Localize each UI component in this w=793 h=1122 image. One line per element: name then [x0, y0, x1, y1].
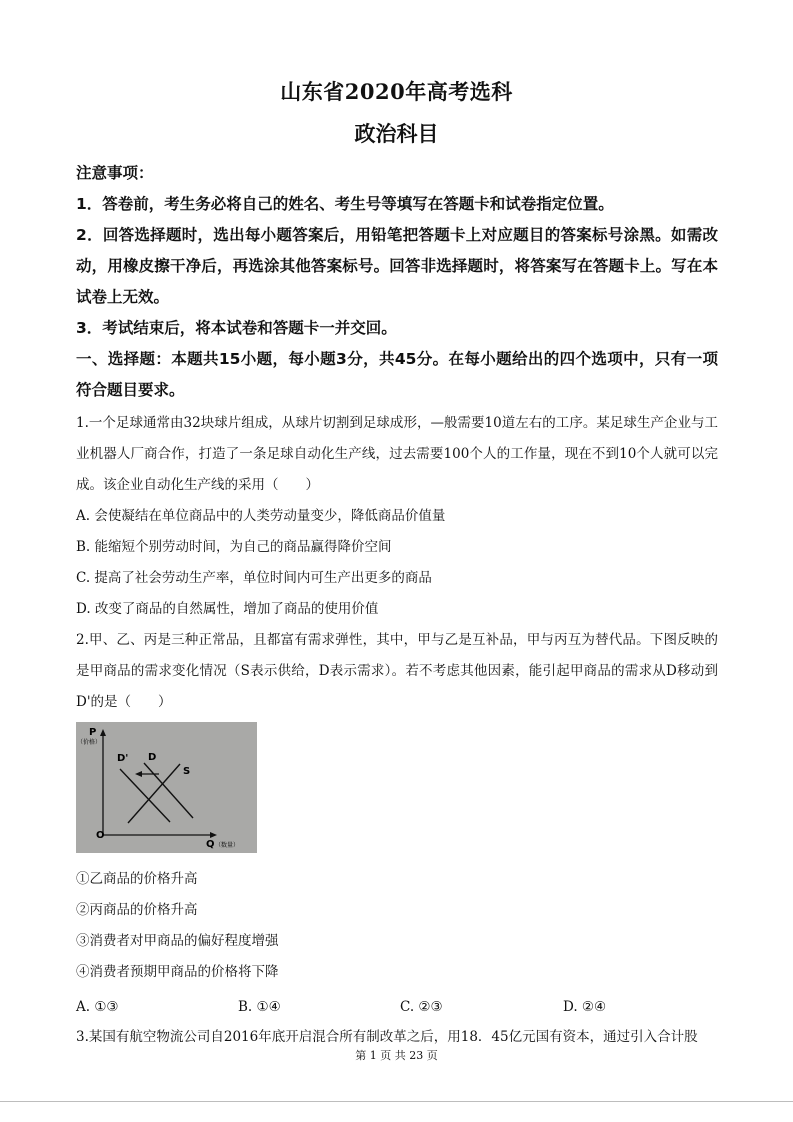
- question-2-choice-d: D. ②④: [563, 999, 607, 1015]
- curve-d-prime-label: D': [117, 753, 129, 764]
- question-2-statement-2: ②丙商品的价格升高: [76, 902, 198, 918]
- curve-s-line: [128, 764, 180, 823]
- question-2-statement-4: ④消费者预期甲商品的价格将下降: [76, 964, 279, 980]
- exam-subtitle: 政治科目: [354, 121, 439, 146]
- curve-d-label: D: [148, 752, 157, 763]
- shift-arrow-icon: [135, 771, 142, 777]
- question-2-stem: 2.甲、乙、丙是三种正常品，且都富有需求弹性，其中，甲与乙是互补品，甲与丙互为替代品。下图反映的是甲商品的需求变化情况（S表示供给，D表示需求）。若不考虑其他因素，能引起甲商品的需求从D移动到D'的是（ ）: [76, 632, 718, 710]
- notice-item-3: 3．考试结束后，将本试卷和答题卡一并交回。: [76, 319, 397, 337]
- question-2-choice-c: C. ②③: [400, 999, 443, 1015]
- section-heading: 一、选择题：本题共15小题，每小题3分，共45分。在每小题给出的四个选项中，只有一项符合题目要求。: [76, 350, 718, 399]
- x-axis-note: （数量）: [215, 842, 240, 849]
- question-1-option-b: B. 能缩短个别劳动时间，为自己的商品赢得降价空间: [76, 539, 392, 555]
- question-2-statement-3: ③消费者对甲商品的偏好程度增强: [76, 933, 279, 949]
- question-1-stem: 1.一个足球通常由32块球片组成，从球片切割到足球成形，—般需要10道左右的工序。某足球生产企业与工业机器人厂商合作，打造了一条足球自动化生产线，过去需要100个人的工作量，现在不到10个人就可以完成。该企业自动化生产线的采用（ ）: [76, 415, 718, 493]
- y-axis-arrow-icon: [100, 729, 106, 736]
- supply-demand-figure: [76, 722, 257, 853]
- question-1-option-d: D. 改变了商品的自然属性，增加了商品的使用价值: [76, 601, 379, 617]
- notice-item-1: 1．答卷前，考生务必将自己的姓名、考生号等填写在答题卡和试卷指定位置。: [76, 195, 614, 213]
- curve-d-prime-line: [120, 769, 170, 822]
- question-2-choice-b: B. ①④: [238, 999, 281, 1015]
- x-axis-label: Q: [206, 839, 215, 850]
- bottom-divider: [0, 1101, 793, 1102]
- question-2-choices: [76, 992, 718, 1023]
- exam-title: 山东省2020年高考选科: [280, 79, 513, 104]
- y-axis-label: P: [89, 727, 97, 738]
- question-1-option-c: C. 提高了社会劳动生产率，单位时间内可生产出更多的商品: [76, 570, 432, 586]
- curve-s-label: S: [183, 766, 191, 777]
- supply-demand-graph: [76, 722, 257, 853]
- notice-heading: 注意事项：: [76, 164, 154, 182]
- y-axis-note: （价格）: [77, 739, 102, 746]
- question-2-statement-1: ①乙商品的价格升高: [76, 871, 198, 887]
- notice-item-2: 2．回答选择题时，选出每小题答案后，用铅笔把答题卡上对应题目的答案标号涂黑。如需改动，用橡皮擦干净后，再选涂其他答案标号。回答非选择题时，将答案写在答题卡上。写在本试卷上无效。: [76, 226, 718, 306]
- origin-label: O: [96, 830, 105, 841]
- question-3-stem: 3.某国有航空物流公司自2016年底开启混合所有制改革之后，用18．45亿元国有资本，通过引入合计股: [76, 1029, 698, 1045]
- x-axis-arrow-icon: [210, 832, 217, 838]
- question-2-choice-a: A. ①③: [76, 999, 119, 1015]
- page-footer: 第 1 页 共 23 页: [355, 1049, 438, 1062]
- question-1-option-a: A. 会使凝结在单位商品中的人类劳动量变少，降低商品价值量: [76, 508, 446, 524]
